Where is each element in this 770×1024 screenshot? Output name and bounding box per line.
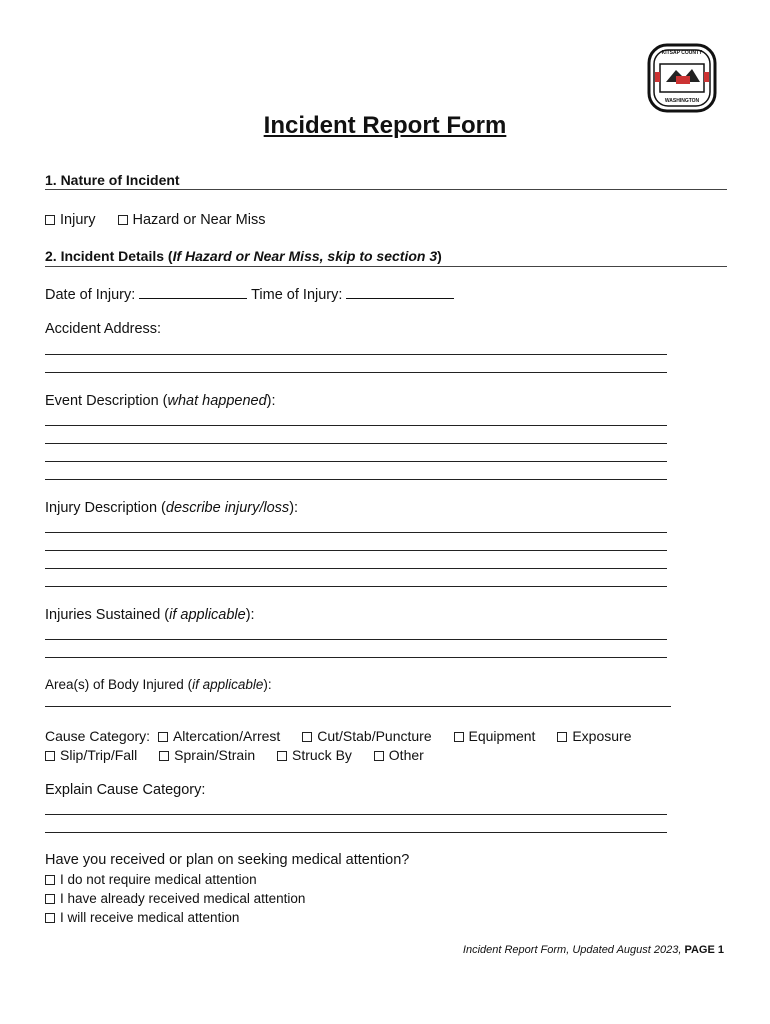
injury-line[interactable] xyxy=(45,568,667,569)
explain-line[interactable] xyxy=(45,814,667,815)
checkbox-icon[interactable] xyxy=(158,732,168,742)
option-injury[interactable]: Injury xyxy=(45,212,95,228)
time-field[interactable] xyxy=(346,286,454,299)
explain-line[interactable] xyxy=(45,832,667,833)
page-footer: Incident Report Form, Updated August 2023, PAGE 1 xyxy=(462,944,724,956)
injury-line[interactable] xyxy=(45,586,667,587)
logo-top-text: KITSAP COUNTY xyxy=(661,50,703,56)
checkbox-icon[interactable] xyxy=(45,894,55,904)
date-field[interactable] xyxy=(139,286,247,299)
cause-cut[interactable]: Cut/Stab/Puncture xyxy=(302,728,431,744)
explain-label: Explain Cause Category: xyxy=(45,782,206,798)
option-hazard[interactable]: Hazard or Near Miss xyxy=(118,212,266,228)
address-line[interactable] xyxy=(45,372,667,373)
checkbox-icon[interactable] xyxy=(45,751,55,761)
area-label: Area(s) of Body Injured (if applicable): xyxy=(45,677,272,692)
cause-row-1 xyxy=(45,728,650,744)
checkbox-icon[interactable] xyxy=(159,751,169,761)
county-logo xyxy=(646,42,718,114)
logo-bottom-text: WASHINGTON xyxy=(664,98,700,104)
cause-sprain[interactable]: Sprain/Strain xyxy=(159,747,255,763)
checkbox-icon[interactable] xyxy=(302,732,312,742)
address-line[interactable] xyxy=(45,354,667,355)
event-label: Event Description (what happened): xyxy=(45,393,276,409)
cause-altercation[interactable]: Altercation/Arrest xyxy=(158,728,280,744)
area-line[interactable] xyxy=(45,706,671,707)
sustained-line[interactable] xyxy=(45,657,667,658)
page-number: PAGE 1 xyxy=(684,944,724,956)
section2-heading: 2. Incident Details (If Hazard or Near Miss, skip to section 3) xyxy=(45,248,442,264)
checkbox-icon[interactable] xyxy=(454,732,464,742)
event-line[interactable] xyxy=(45,425,667,426)
address-label: Accident Address: xyxy=(45,321,162,337)
injury-line[interactable] xyxy=(45,550,667,551)
injury-line[interactable] xyxy=(45,532,667,533)
page-title: Incident Report Form xyxy=(263,112,507,139)
checkbox-icon[interactable] xyxy=(557,732,567,742)
cause-row-2 xyxy=(45,747,442,763)
date-time-row xyxy=(45,286,454,303)
date-label: Date of Injury: xyxy=(45,287,136,303)
checkbox-icon[interactable] xyxy=(374,751,384,761)
cause-slip[interactable]: Slip/Trip/Fall xyxy=(45,747,137,763)
section1-heading: 1. Nature of Incident xyxy=(45,172,180,188)
section1-rule xyxy=(45,189,727,190)
cause-equipment[interactable]: Equipment xyxy=(454,728,536,744)
checkbox-icon[interactable] xyxy=(45,215,55,225)
cause-other[interactable]: Other xyxy=(374,747,424,763)
medical-question: Have you received or plan on seeking medical attention? xyxy=(45,852,410,868)
section2-rule xyxy=(45,266,727,267)
medical-option-1[interactable]: I do not require medical attention xyxy=(45,872,257,887)
nature-options xyxy=(45,212,283,228)
cause-exposure[interactable]: Exposure xyxy=(557,728,631,744)
cause-struck[interactable]: Struck By xyxy=(277,747,352,763)
checkbox-icon[interactable] xyxy=(118,215,128,225)
event-line[interactable] xyxy=(45,443,667,444)
injury-label: Injury Description (describe injury/loss): xyxy=(45,500,299,516)
cause-label: Cause Category: xyxy=(45,728,151,744)
event-line[interactable] xyxy=(45,461,667,462)
checkbox-icon[interactable] xyxy=(45,913,55,923)
sustained-label: Injuries Sustained (if applicable): xyxy=(45,607,255,623)
checkbox-icon[interactable] xyxy=(277,751,287,761)
time-label: Time of Injury: xyxy=(251,287,343,303)
event-line[interactable] xyxy=(45,479,667,480)
medical-option-3[interactable]: I will receive medical attention xyxy=(45,910,239,925)
sustained-line[interactable] xyxy=(45,639,667,640)
checkbox-icon[interactable] xyxy=(45,875,55,885)
medical-option-2[interactable]: I have already received medical attention xyxy=(45,891,305,906)
